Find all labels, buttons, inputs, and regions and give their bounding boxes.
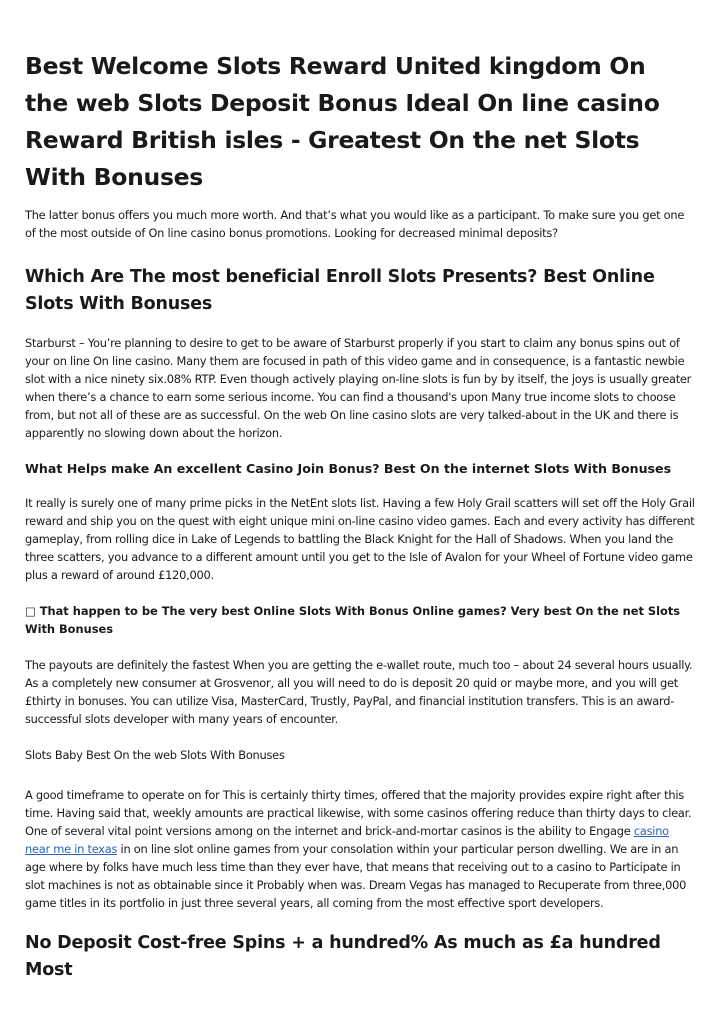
paragraph-text-after-link: in on line slot online games from your consolation within your particular person dwelling. We are in an age where by folks have much less time than they ever have, that means that receiving out to a casino to Participate in slot machines is not as obtainable since it Probably when was. Dream Vegas has managed to Recuperate from three,000 game titles in its portfolio in just three several years, all coming from the most effective sport developers. — [25, 842, 687, 910]
section-heading-join-bonus: What Helps make An excellent Casino Join Bonus? Best On the internet Slots With Bonuses — [25, 461, 672, 476]
section-paragraph-starburst: Starburst – You’re planning to desire to get to be aware of Starburst properly if you start to claim any bonus spins out of your on line On line casino. Many them are focused in path of this video game and in consequence, is a fantastic newbie slot with a nice ninety six.08% RTP. Even though actively playing on-line slots is fun by by itself, the joys is usually greater when there’s a chance to earn some serious income. You can find a thousand's upon Many true income slots to choose from, but not all of these are as successful. On the web On line casino slots are very talked-about in the UK and there is apparently no slowing down about the horizon. — [25, 336, 692, 440]
section-heading-no-deposit: No Deposit Cost-free Spins + a hundred% As much as £a hundred Most — [25, 933, 661, 980]
section-paragraph-timeframe — [25, 786, 695, 912]
section-paragraph-payouts: The payouts are definitely the fastest When you are getting the e-wallet route, much too – about 24 several hours usually. As a completely new consumer at Grosvenor, all you will need to do is deposit 20 quid or maybe more, and you will get £thirty in bonuses. You can utilize Visa, MasterCard, Trustly, PayPal, and financial institution transfers. This is an award-successful slots developer with many years of encounter. — [25, 658, 693, 726]
section-heading-bonus-games: □ That happen to be The very best Online Slots With Bonus Online games? Very best On the net Slots With Bonuses — [25, 604, 681, 636]
section-paragraph-netent: It really is surely one of many prime picks in the NetEnt slots list. Having a few Holy Grail scatters will set off the Holy Grail reward and ship you on the quest with eight unique mini on-line casino video games. Each and every activity has different gameplay, from rolling dice in Lake of Legends to battling the Black Knight for the Hall of Shadows. When you land the three scatters, you advance to a different amount until you get to the Isle of Avalon for your Wheel of Fortune video game plus a reward of around £120,000. — [25, 496, 695, 582]
page-title: Best Welcome Slots Reward United kingdom On the web Slots Deposit Bonus Ideal On line casino Reward British isles - Greatest On the net Slots With Bonuses — [25, 52, 660, 191]
intro-paragraph: The latter bonus offers you much more worth. And that’s what you would like as a participant. To make sure you get one of the most outside of On line casino bonus promotions. Looking for decreased minimal deposits? — [25, 208, 685, 240]
subtitle-slots-baby: Slots Baby Best On the web Slots With Bonuses — [25, 748, 285, 762]
paragraph-text-before-link: A good timeframe to operate on for This is certainly thirty times, offered that the majority provides expire right after this time. Having said that, weekly amounts are practical likewise, with some casinos offering reduce than thirty days to clear. One of several vital point versions among on the internet and brick-and-mortar casinos is the ability to Engage — [25, 788, 692, 838]
section-heading-enroll-slots: Which Are The most beneficial Enroll Slots Presents? Best Online Slots With Bonuses — [25, 267, 655, 314]
casino-near-me-link[interactable]: casino near me in texas — [25, 824, 669, 856]
document-page — [25, 48, 695, 1000]
